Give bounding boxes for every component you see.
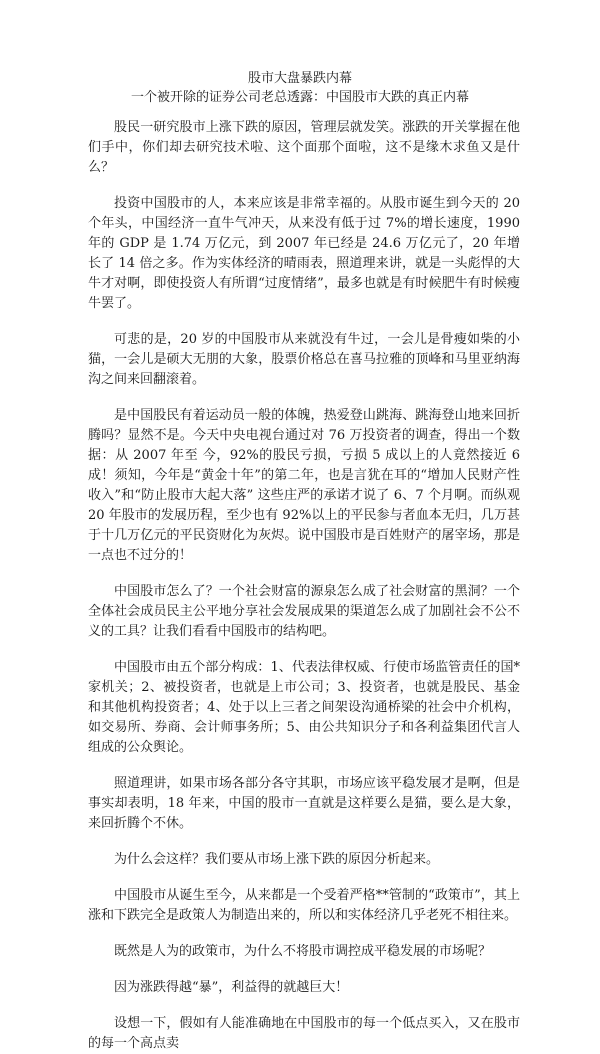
paragraph: 中国股市由五个部分构成：1、代表法律权威、行使市场监管责任的国*家机关；2、被投资者，也就是上市公司；3、投资者，也就是股民、基金和其他机构投资者；4、处于以上三者之间架设沟通桥梁的社会中介机构，如交易所、券商、会计师事务所；5、由公共知识分子和各利益集团代言人组成的公众舆论。	[88, 660, 520, 755]
paragraph: 中国股市怎么了？一个社会财富的源泉怎么成了社会财富的黑洞？一个全体社会成员民主公平地分享社会发展成果的渠道怎么成了加剧社会不公不义的工具？让我们看看中国股市的结构吧。	[88, 584, 520, 639]
paragraph: 股民一研究股市上涨下跌的原因，管理层就发笑。涨跌的开关掌握在他们手中，你们却去研究技术啦、这个面那个面啦，这不是缘木求鱼又是什么？	[88, 120, 520, 175]
document-subtitle: 一个被开除的证券公司老总透露：中国股市大跌的真正内幕	[130, 90, 469, 105]
document-title: 股市大盘暴跌内幕	[247, 71, 352, 86]
paragraph: 为什么会这样？我们要从市场上涨下跌的原因分析起来。	[114, 852, 440, 867]
paragraph: 设想一下，假如有人能准确地在中国股市的每一个低点买入，又在股市的每一个高点卖	[88, 1016, 520, 1051]
document-body	[88, 118, 520, 1054]
paragraph: 是中国股民有着运动员一般的体魄，热爱登山跳海、跳海登山地来回折腾吗？显然不是。今天中央电视台通过对 76 万投资者的调查，得出一个数据：从 2007 年至 今，92%的股民亏损，亏损 5 成以上的人竟然接近 6 成！须知，今年是“黄金十年”的第二年，也是言犹在耳的“增加人民财产性收入”和“防止股市大起大落” 这些庄严的承诺才说了 6、7 个月啊。而纵观 20 年股市的发展历程，至少也有 92%以上的平民参与者血本无归，几万甚于十几万亿元的平民资财化为灰烬。说中国股市是百姓财产的屠宰场，那是一点也不过分的！	[88, 408, 520, 563]
paragraph: 因为涨跌得越“暴”，利益得的就越巨大！	[114, 980, 349, 995]
paragraph: 可悲的是，20 岁的中国股市从来就没有牛过，一会儿是骨瘦如柴的小猫，一会儿是硕大无朋的大象，股票价格总在喜马拉雅的顶峰和马里亚纳海沟之间来回翻滚着。	[88, 332, 520, 387]
paragraph: 既然是人为的政策市，为什么不将股市调控成平稳发展的市场呢？	[114, 944, 492, 959]
paragraph: 投资中国股市的人，本来应该是非常幸福的。从股市诞生到今天的 20 个年头，中国经济一直牛气冲天，从来没有低于过 7%的增长速度，1990 年的 GDP 是 1.74 万亿元，到 2007 年已经是 24.6 万亿元了，20 年增长了 14 倍之多。作为实体经济的晴雨表，照道理来讲，就是一头彪悍的大牛才对啊，即使投资人有所谓“过度情绪”，最多也就是有时候肥牛有时候瘦牛罢了。	[88, 196, 520, 311]
paragraph: 照道理讲，如果市场各部分各守其职，市场应该平稳发展才是啊，但是事实却表明，18 年来，中国的股市一直就是这样要么是猫，要么是大象，来回折腾个不休。	[88, 776, 520, 831]
paragraph: 中国股市从诞生至今，从来都是一个受着严格**管制的“政策市”，其上涨和下跌完全是政策人为制造出来的，所以和实体经济几乎老死不相往来。	[88, 888, 520, 923]
